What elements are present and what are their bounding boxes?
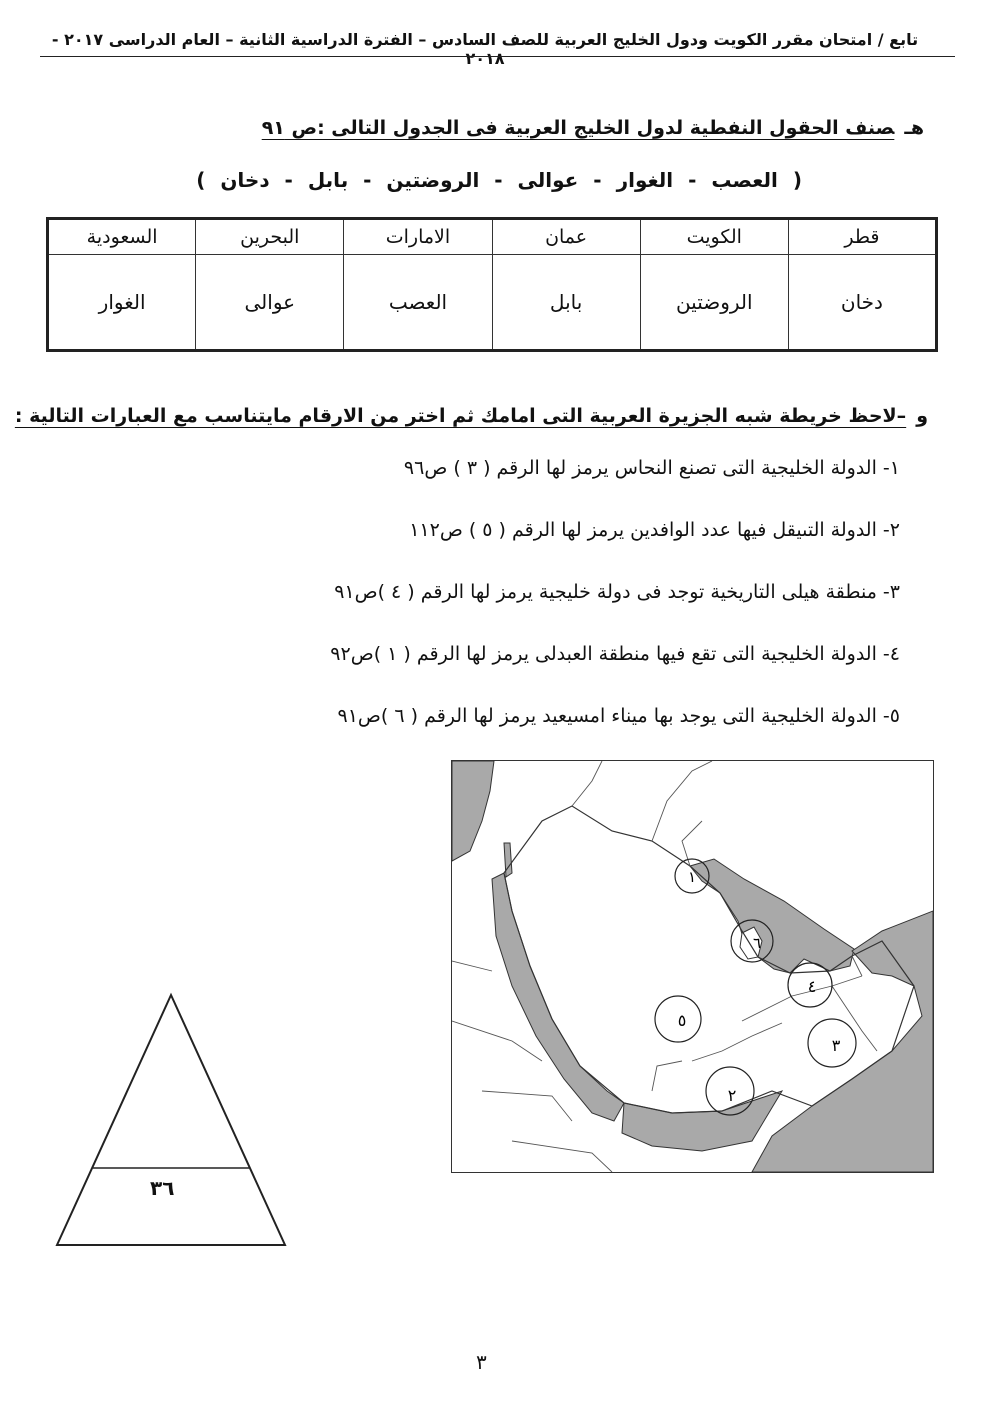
table-header-row: [48, 219, 937, 255]
page-header-title: تابع / امتحان مقرر الكويت ودول الخليج العربية للصف السادس – الفترة الدراسية الثانية – العام الدراسى ٢٠١٧ - ٢٠١٨: [51, 30, 919, 68]
map-label-3: ٣: [831, 1036, 841, 1055]
oil-fields-table: [46, 217, 938, 352]
table-header-cell: الكويت: [640, 219, 788, 255]
question-h-title: [262, 117, 924, 139]
table-answer-row: [48, 255, 937, 351]
table-header-cell: عمان: [492, 219, 640, 255]
map-label-2: ٢: [727, 1086, 737, 1105]
score-triangle: [53, 992, 289, 1248]
page-number: ٣: [476, 1350, 487, 1374]
table-answer-cell: الغوار: [48, 255, 196, 351]
persian-gulf: [687, 859, 854, 973]
question-w-text: –لاحظ خريطة شبه الجزيرة العربية التى امامك ثم اختر من الارقام مايتناسب مع العبارات التالية :: [14, 405, 907, 427]
header-divider: [40, 56, 955, 57]
table-header-cell: البحرين: [196, 219, 344, 255]
question-h-choices: ( العصب - الغوار - عوالى - الروضتين - بابل - دخان ): [196, 168, 802, 192]
question-w-letter: و: [916, 405, 928, 427]
question-item: ٣- منطقة هيلى التاريخية توجد فى دولة خليجية يرمز لها الرقم ( ٤ )ص٩١: [334, 581, 900, 603]
map-label-1: ١: [687, 868, 697, 886]
triangle-drawing: [53, 992, 289, 1248]
triangle-score: ٣٦: [150, 1176, 175, 1200]
mediterranean-sea: [452, 761, 494, 861]
map-drawing: [452, 761, 933, 1172]
table-answer-cell: عوالى: [196, 255, 344, 351]
table-answer-cell: الروضتين: [640, 255, 788, 351]
table-header-cell: قطر: [788, 219, 936, 255]
table-header-cell: السعودية: [48, 219, 196, 255]
question-item: ٤- الدولة الخليجية التى تقع فيها منطقة العبدلى يرمز لها الرقم ( ١ )ص٩٢: [330, 643, 900, 665]
arabian-peninsula-map: [451, 760, 934, 1173]
question-item: ١- الدولة الخليجية التى تصنع النحاس يرمز لها الرقم ( ٣ ) ص٩٦: [403, 457, 900, 479]
table-answer-cell: بابل: [492, 255, 640, 351]
map-label-6: ٦: [752, 934, 762, 952]
table-answer-cell: العصب: [344, 255, 492, 351]
map-label-5: ٥: [677, 1011, 687, 1030]
question-item: ٢- الدولة التىيقل فيها عدد الوافدين يرمز لها الرقم ( ٥ ) ص١١٢: [409, 519, 900, 541]
table-header-cell: الامارات: [344, 219, 492, 255]
map-label-4: ٤: [807, 977, 817, 996]
question-h-text: صنف الحقول النفطية لدول الخليج العربية فى الجدول التالى :ص ٩١: [261, 117, 895, 139]
question-h-letter: هـ: [904, 117, 924, 139]
question-item: ٥- الدولة الخليجية التى يوجد بها ميناء امسيعيد يرمز لها الرقم ( ٦ )ص٩١: [337, 705, 900, 727]
question-w-title: [15, 405, 928, 427]
gulf-of-aden: [622, 1091, 782, 1151]
table-answer-cell: دخان: [788, 255, 936, 351]
